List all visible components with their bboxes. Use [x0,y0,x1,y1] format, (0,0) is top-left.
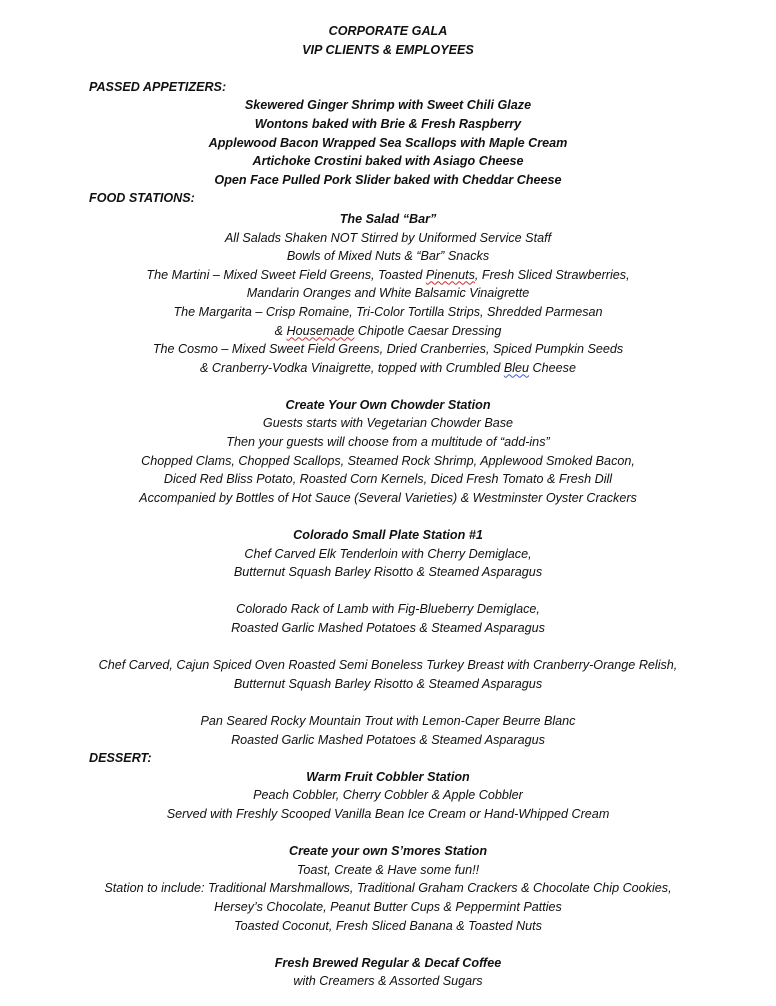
station-title-colorado: Colorado Small Plate Station #1 [293,528,483,543]
station-title-salad-bar: The Salad “Bar” [339,211,437,226]
salad-intro: Bowls of Mixed Nuts & “Bar” Snacks [286,249,490,264]
colorado-lamb: Colorado Rack of Lamb with Fig-Blueberry Demiglace, [236,602,540,617]
spacer [0,935,776,954]
smores-line: Toasted Coconut, Fresh Sliced Banana & Toasted Nuts [234,918,542,933]
spacer [0,824,776,843]
chowder-line: Chopped Clams, Chopped Scallops, Steamed Rock Shrimp, Applewood Smoked Bacon, [141,453,635,468]
colorado-turkey: Butternut Squash Barley Risotto & Steamed Asparagus [233,676,543,691]
appetizer-item: Wontons baked with Brie & Fresh Raspberry [254,116,522,131]
document-subtitle: VIP CLIENTS & EMPLOYEES [302,42,474,57]
smores-line: Hersey’s Chocolate, Peanut Butter Cups & Peppermint Patties [214,899,562,914]
colorado-elk: Butternut Squash Barley Risotto & Steamed Asparagus [233,565,543,580]
spacer [0,693,776,712]
salad-cosmo: The Cosmo – Mixed Sweet Field Greens, Dried Cranberries, Spiced Pumpkin Seeds [152,342,624,357]
colorado-turkey: Chef Carved, Cajun Spiced Oven Roasted Semi Boneless Turkey Breast with Cranberry-Orange Relish, [98,658,678,673]
colorado-trout: Pan Seared Rocky Mountain Trout with Lemon-Caper Beurre Blanc [200,713,576,728]
chowder-line: Accompanied by Bottles of Hot Sauce (Several Varieties) & Westminster Oyster Crackers [139,490,637,505]
appetizer-item: Artichoke Crostini baked with Asiago Cheese [252,154,524,169]
section-heading-dessert: DESSERT: [89,751,152,766]
colorado-trout: Roasted Garlic Mashed Potatoes & Steamed Asparagus [231,732,545,747]
appetizer-item: Skewered Ginger Shrimp with Sweet Chili Glaze [244,98,532,113]
appetizer-item: Applewood Bacon Wrapped Sea Scallops with Maple Cream [208,135,568,150]
chowder-line: Diced Red Bliss Potato, Roasted Corn Kernels, Diced Fresh Tomato & Fresh Dill [163,472,613,487]
station-title-cobbler: Warm Fruit Cobbler Station [306,769,470,784]
spellcheck-word: Housemade [286,323,355,338]
menu-document [0,22,776,991]
salad-cosmo-text: Cheese [529,360,576,375]
document-title: CORPORATE GALA [328,24,448,38]
spacer [0,507,776,526]
coffee-line: with Creamers & Assorted Sugars [293,974,483,989]
salad-margarita-text: & [274,323,287,338]
salad-martini-text: The Martini – Mixed Sweet Field Greens, Toasted [146,267,426,282]
cobbler-line: Peach Cobbler, Cherry Cobbler & Apple Cobbler [253,788,523,803]
spacer [0,59,776,78]
section-heading-food-stations: FOOD STATIONS: [89,191,195,206]
salad-cosmo [0,359,776,378]
station-title-smores: Create your own S’mores Station [288,844,488,859]
salad-intro: All Salads Shaken NOT Stirred by Uniformed Service Staff [224,230,552,245]
salad-cosmo-text: & Cranberry-Vodka Vinaigrette, topped with Crumbled [200,360,504,375]
spacer [0,638,776,657]
spacer [0,582,776,601]
smores-line: Toast, Create & Have some fun!! [296,862,480,877]
appetizer-item: Open Face Pulled Pork Slider baked with Cheddar Cheese [214,172,562,187]
salad-martini [0,266,776,285]
station-title-chowder: Create Your Own Chowder Station [285,397,491,412]
spellcheck-word: Bleu [503,360,530,375]
spacer [0,377,776,396]
salad-margarita [0,322,776,341]
smores-line: Station to include: Traditional Marshmallows, Traditional Graham Crackers & Chocolate Chip Cookies, [104,881,672,896]
section-heading-passed-appetizers: PASSED APPETIZERS: [89,79,227,94]
cobbler-line: Served with Freshly Scooped Vanilla Bean Ice Cream or Hand-Whipped Cream [166,806,610,821]
station-title-coffee: Fresh Brewed Regular & Decaf Coffee [274,955,502,970]
spellcheck-word: Pinenuts [425,267,475,282]
salad-martini-text: , Fresh Sliced Strawberries, [474,267,630,282]
salad-margarita-text: Chipotle Caesar Dressing [354,323,502,338]
colorado-elk: Chef Carved Elk Tenderloin with Cherry Demiglace, [244,546,532,561]
salad-martini: Mandarin Oranges and White Balsamic Vinaigrette [246,286,530,301]
colorado-lamb: Roasted Garlic Mashed Potatoes & Steamed Asparagus [231,621,545,635]
chowder-line: Guests starts with Vegetarian Chowder Base [262,416,514,431]
chowder-line: Then your guests will choose from a multitude of “add-ins” [226,435,550,450]
salad-margarita: The Margarita – Crisp Romaine, Tri-Color Tortilla Strips, Shredded Parmesan [173,304,603,319]
